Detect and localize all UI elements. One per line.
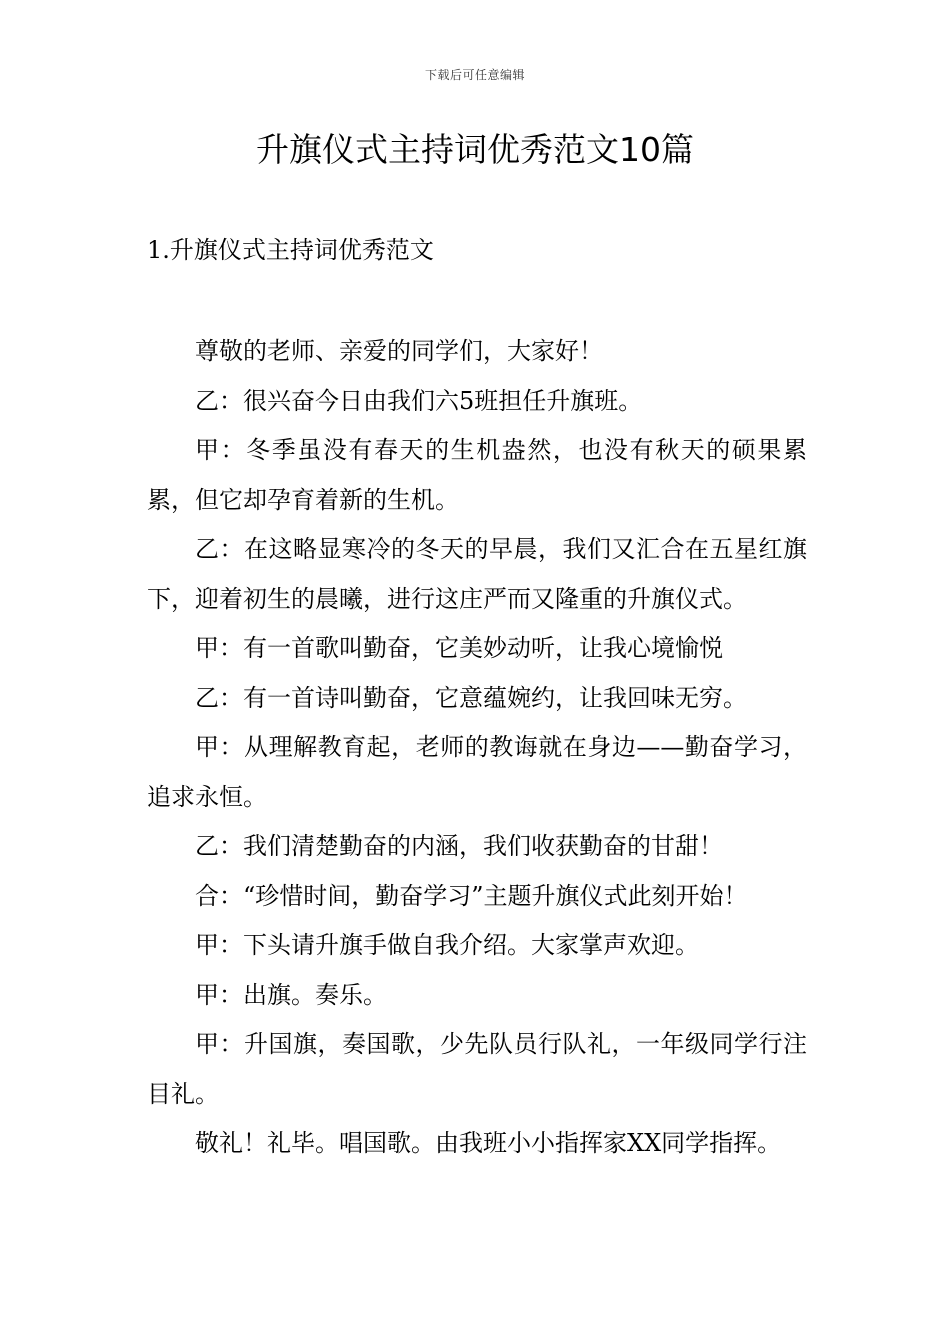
document-body (147, 327, 807, 1169)
paragraph: 甲：冬季虽没有春天的生机盎然，也没有秋天的硕果累累，但它却孕育着新的生机。 (147, 436, 807, 514)
header-note: 下载后可任意编辑 (424, 68, 525, 82)
paragraph: 甲：下头请升旗手做自我介绍。大家掌声欢迎。 (195, 931, 699, 959)
section-heading: 1.升旗仪式主持词优秀范文 (147, 236, 434, 264)
paragraph: 合：“珍惜时间，勤奋学习”主题升旗仪式此刻开始！ (195, 881, 748, 910)
paragraph: 乙：有一首诗叫勤奋，它意蕴婉约，让我回味无穷。 (195, 683, 747, 712)
paragraph: 甲：从理解教育起，老师的教诲就在身边——勤奋学习，追求永恒。 (147, 733, 807, 811)
document-title: 升旗仪式主持词优秀范文10篇 (256, 130, 694, 169)
paragraph: 敬礼！礼毕。唱国歌。由我班小小指挥家XX同学指挥。 (195, 1129, 782, 1157)
paragraph: 乙：我们清楚勤奋的内涵，我们收获勤奋的甘甜！ (195, 832, 723, 860)
paragraph: 乙：很兴奋今日由我们六5班担任升旗班。 (195, 386, 643, 415)
paragraph: 乙：在这略显寒冷的冬天的早晨，我们又汇合在五星红旗下，迎着初生的晨曦，进行这庄严而又隆重的升旗仪式。 (147, 535, 807, 613)
paragraph: 甲：升国旗，奏国歌，少先队员行队礼，一年级同学行注目礼。 (147, 1030, 807, 1108)
paragraph: 甲：出旗。奏乐。 (195, 980, 387, 1009)
paragraph: 甲：有一首歌叫勤奋，它美妙动听，让我心境愉悦 (195, 634, 723, 662)
paragraph: 尊敬的老师、亲爱的同学们，大家好！ (195, 337, 603, 365)
